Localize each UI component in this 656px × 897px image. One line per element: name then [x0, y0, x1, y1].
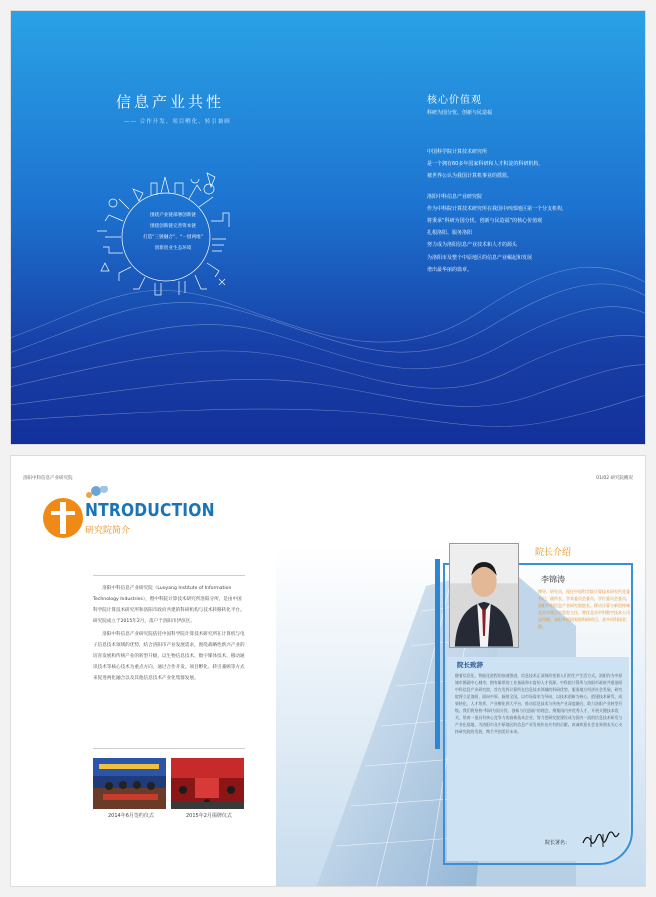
intro-paragraph: 洛阳中科信息产业研究院依托中国科学院计算技术研究所在计算机与电子信息技术领域的优势，结合洛阳市产业发展需求，围绕战略性新兴产业的培育发展和传统产业的转型升级，以生物信息技术、数字媒体技术、移动通讯技术等核心技术为重点方向，通过合作开发、项目孵化、转引兼顾等方式来促进两化融合以及其他信息技术产业化集群发展。 [93, 632, 245, 681]
director-bio: 博导、研究员，现任中国科学院计算技术研究所党委书记、副所长，学术委员会委员，学位委员会委员。洛阳中科信息产业研究院院长。移动计算与新型终端北京市重点实验室主任，曾任北京中科数字技术公司总经理。承担多项国家级科研项目，获多项科技奖励。 [538, 589, 630, 629]
core-values-subtitle: 科研为国分忧、创新与民造福 [427, 110, 493, 116]
unveiling-ceremony-photo [171, 758, 244, 809]
body-line: 努力成为洛阳信息产业技术和人才的源头 [427, 242, 518, 249]
brochure-spread-introduction [10, 455, 646, 887]
signature-label: 院长署名： [545, 840, 571, 846]
director-message-title: 院长致辞 [457, 661, 483, 669]
circle-line: 围绕创新链完善资本链 [150, 224, 196, 229]
director-portrait [449, 543, 519, 648]
body-line: 被世界公认为我国计算机事业的摇篮。 [427, 173, 513, 180]
running-header-left: 洛阳中科信息产业研究院 [23, 476, 73, 481]
director-section-title: 院长介绍 [535, 548, 572, 558]
body-line: 作为中科院计算技术研究所在我国中西部地区第一个分支机构， [427, 205, 568, 212]
signing-ceremony-photo [93, 758, 166, 809]
section-subtitle: —— 合作开发、项目孵化、转引兼顾 [124, 119, 231, 125]
introduction-heading: NTRODUCTION [85, 500, 215, 521]
divider-rule [93, 748, 245, 749]
body-line: 是一个拥有60多年国家科研和人才积淀的科研机构， [427, 161, 544, 168]
circle-line: 打造“三链融合”、“一园两地” [142, 235, 204, 240]
photo-caption: 2014年6月签约仪式 [108, 813, 154, 819]
circle-line: 围绕产业链部署创新链 [150, 213, 196, 218]
director-message-body: 随着信息化、智能化进程的加速推进，信息技术正深刻改变着人们的生产生活方式。洛阳作为中原城市群副中心城市，拥有雄厚的工业基础和丰富的人才资源。中科院计算所与洛阳市政府共建洛阳中科信息产业研究院，旨在发挥计算所在信息技术领域的科研优势，服务地方经济社会发展。研究院将立足洛阳、面向中原、辐射全国，以市场需求为导向，以技术创新为核心，搭建技术研发、成果转化、人才培养、产业孵化四大平台，推动信息技术与传统产业深度融合，助力洛阳产业转型升级。我们将坚持“科研为国分忧、创新与民造福”的理念，聚集国内外优秀人才，开展关键技术攻关，培育一批具有核心竞争力的高新技术企业，努力把研究院建设成为国内一流的信息技术研发与产业化基地，为洛阳市及中原地区的信息产业发展作出应有的贡献。真诚欢迎社会各界朋友关心支持研究院的发展，携手共创美好未来。 [455, 673, 623, 734]
body-line: 谱出最华丽的篇章。 [427, 266, 473, 273]
body-line: 扎根洛阳、服务洛阳 [427, 230, 473, 237]
intro-paragraph: 洛阳中科信息产业研究院（Luoyang Institute of Information Technology Industries），暨中科院计算技术研究所洛阳分所，是由中国科学院计算技术研究所和洛阳市政府共建的科研机构与技术转移转化平台。研究院成立于2015年2月，落户于洛阳市伊滨区。 [93, 586, 245, 624]
director-panel [435, 541, 632, 865]
director-panel-accent [435, 559, 440, 749]
introduction-heading-cn: 研究院简介 [85, 526, 131, 536]
director-name: 李锦涛 [541, 575, 565, 584]
body-line: 中国科学院计算技术研究所 [427, 149, 488, 155]
body-line: 将秉承“科研为国分忧、创新与民造福”的核心价值观 [427, 218, 543, 225]
introduction-body [93, 583, 245, 686]
director-signature [581, 831, 621, 849]
body-line: 为洛阳市及整个中原地区的信息产业崛起和发展 [427, 254, 533, 261]
core-values-body [427, 146, 627, 276]
circle-caption [129, 210, 217, 254]
running-header-right: 01/02 研究院概况 [596, 476, 633, 481]
divider-rule [93, 575, 245, 576]
brochure-spread-cover [10, 10, 646, 445]
section-title: 信息产业共性 [116, 93, 225, 111]
body-line: 洛阳中科信息产业研究院 [427, 193, 483, 200]
photo-caption: 2015年2月揭牌仪式 [186, 813, 232, 819]
circle-line: 创新创业生态环境 [154, 246, 192, 251]
core-values-title: 核心价值观 [427, 95, 482, 106]
